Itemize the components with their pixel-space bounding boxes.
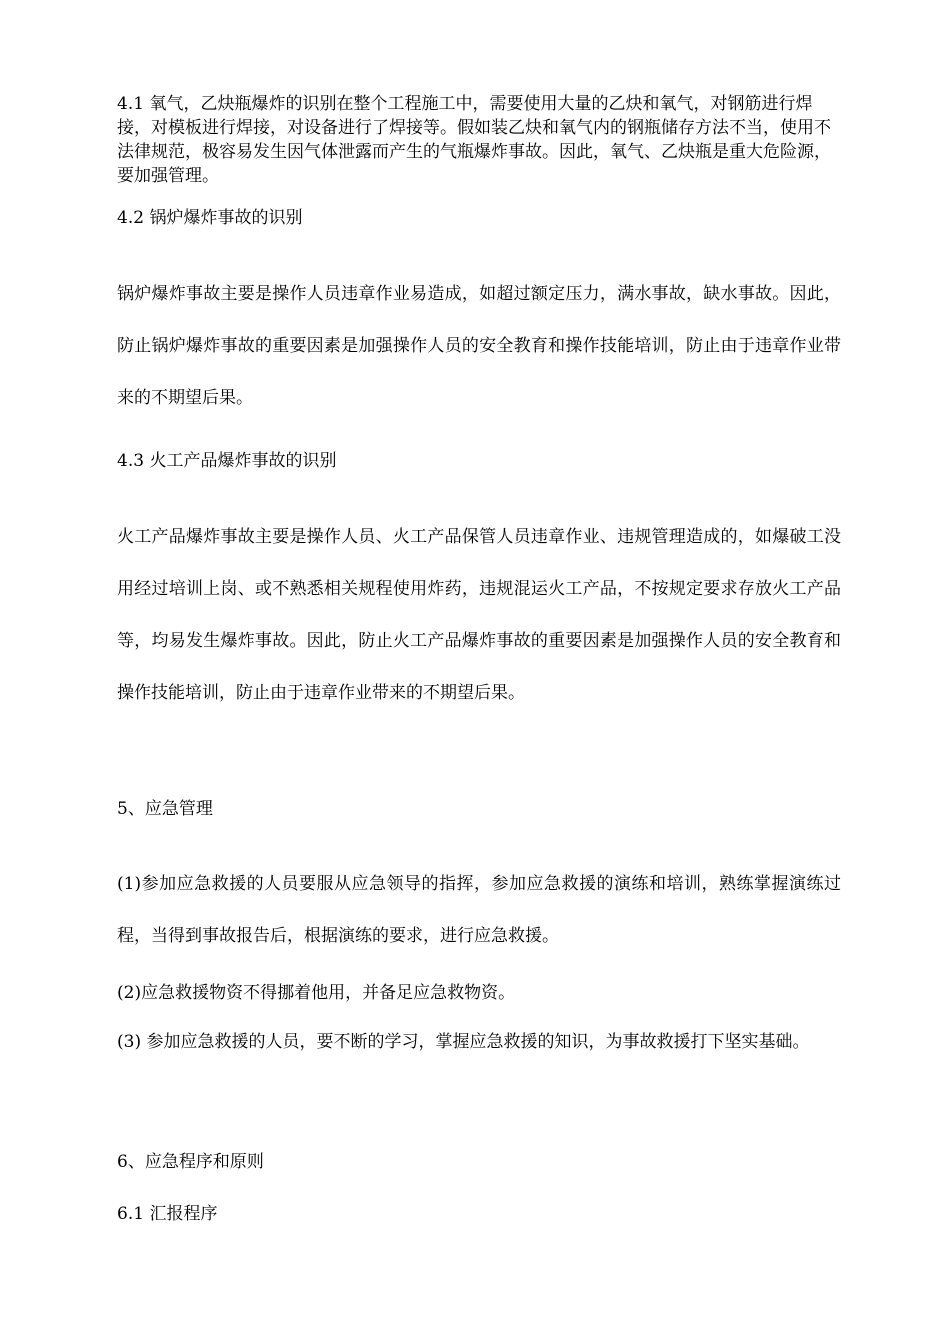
- paragraph-4-1: 4.1 氧气，乙炔瓶爆炸的识别在整个工程施工中，需要使用大量的乙炔和氧气，对钢筋进行焊接，对模板进行焊接，对设备进行了焊接等。假如装乙炔和氧气内的钢瓶储存方法不当，使用不法律规范，极容易发生因气体泄露而产生的气瓶爆炸事故。因此，氧气、乙炔瓶是重大危险源，要加强管理。: [117, 94, 831, 186]
- heading-4-2: 4.2 锅炉爆炸事故的识别: [117, 208, 303, 228]
- paragraph-4-3: 火工产品爆炸事故主要是操作人员、火工产品保管人员违章作业、违规管理造成的，如爆破工没用经过培训上岗、或不熟悉相关规程使用炸药，违规混运火工产品，不按规定要求存放火工产品等，均易发生爆炸事故。因此，防止火工产品爆炸事故的重要因素是加强操作人员的安全教育和操作技能培训，防止由于违章作业带来的不期望后果。: [117, 527, 841, 703]
- heading-6: 6、应急程序和原则: [117, 1152, 264, 1172]
- paragraph-4-2: 锅炉爆炸事故主要是操作人员违章作业易造成，如超过额定压力，满水事故，缺水事故。因此，防止锅炉爆炸事故的重要因素是加强操作人员的安全教育和操作技能培训，防止由于违章作业带来的不期望后果。: [117, 284, 841, 408]
- paragraph-5-1: (1)参加应急救援的人员要服从应急领导的指挥，参加应急救援的演练和培训，熟练掌握演练过程，当得到事故报告后，根据演练的要求，进行应急救援。: [117, 874, 841, 946]
- heading-6-1: 6.1 汇报程序: [117, 1204, 218, 1224]
- heading-5: 5、应急管理: [117, 799, 213, 819]
- paragraph-5-3: (3) 参加应急救援的人员，要不断的学习，掌握应急救援的知识，为事故救援打下坚实基础。: [117, 1032, 810, 1052]
- paragraph-5-2: (2)应急救援物资不得挪着他用，并备足应急救物资。: [117, 983, 516, 1003]
- heading-4-3: 4.3 火工产品爆炸事故的识别: [117, 451, 337, 471]
